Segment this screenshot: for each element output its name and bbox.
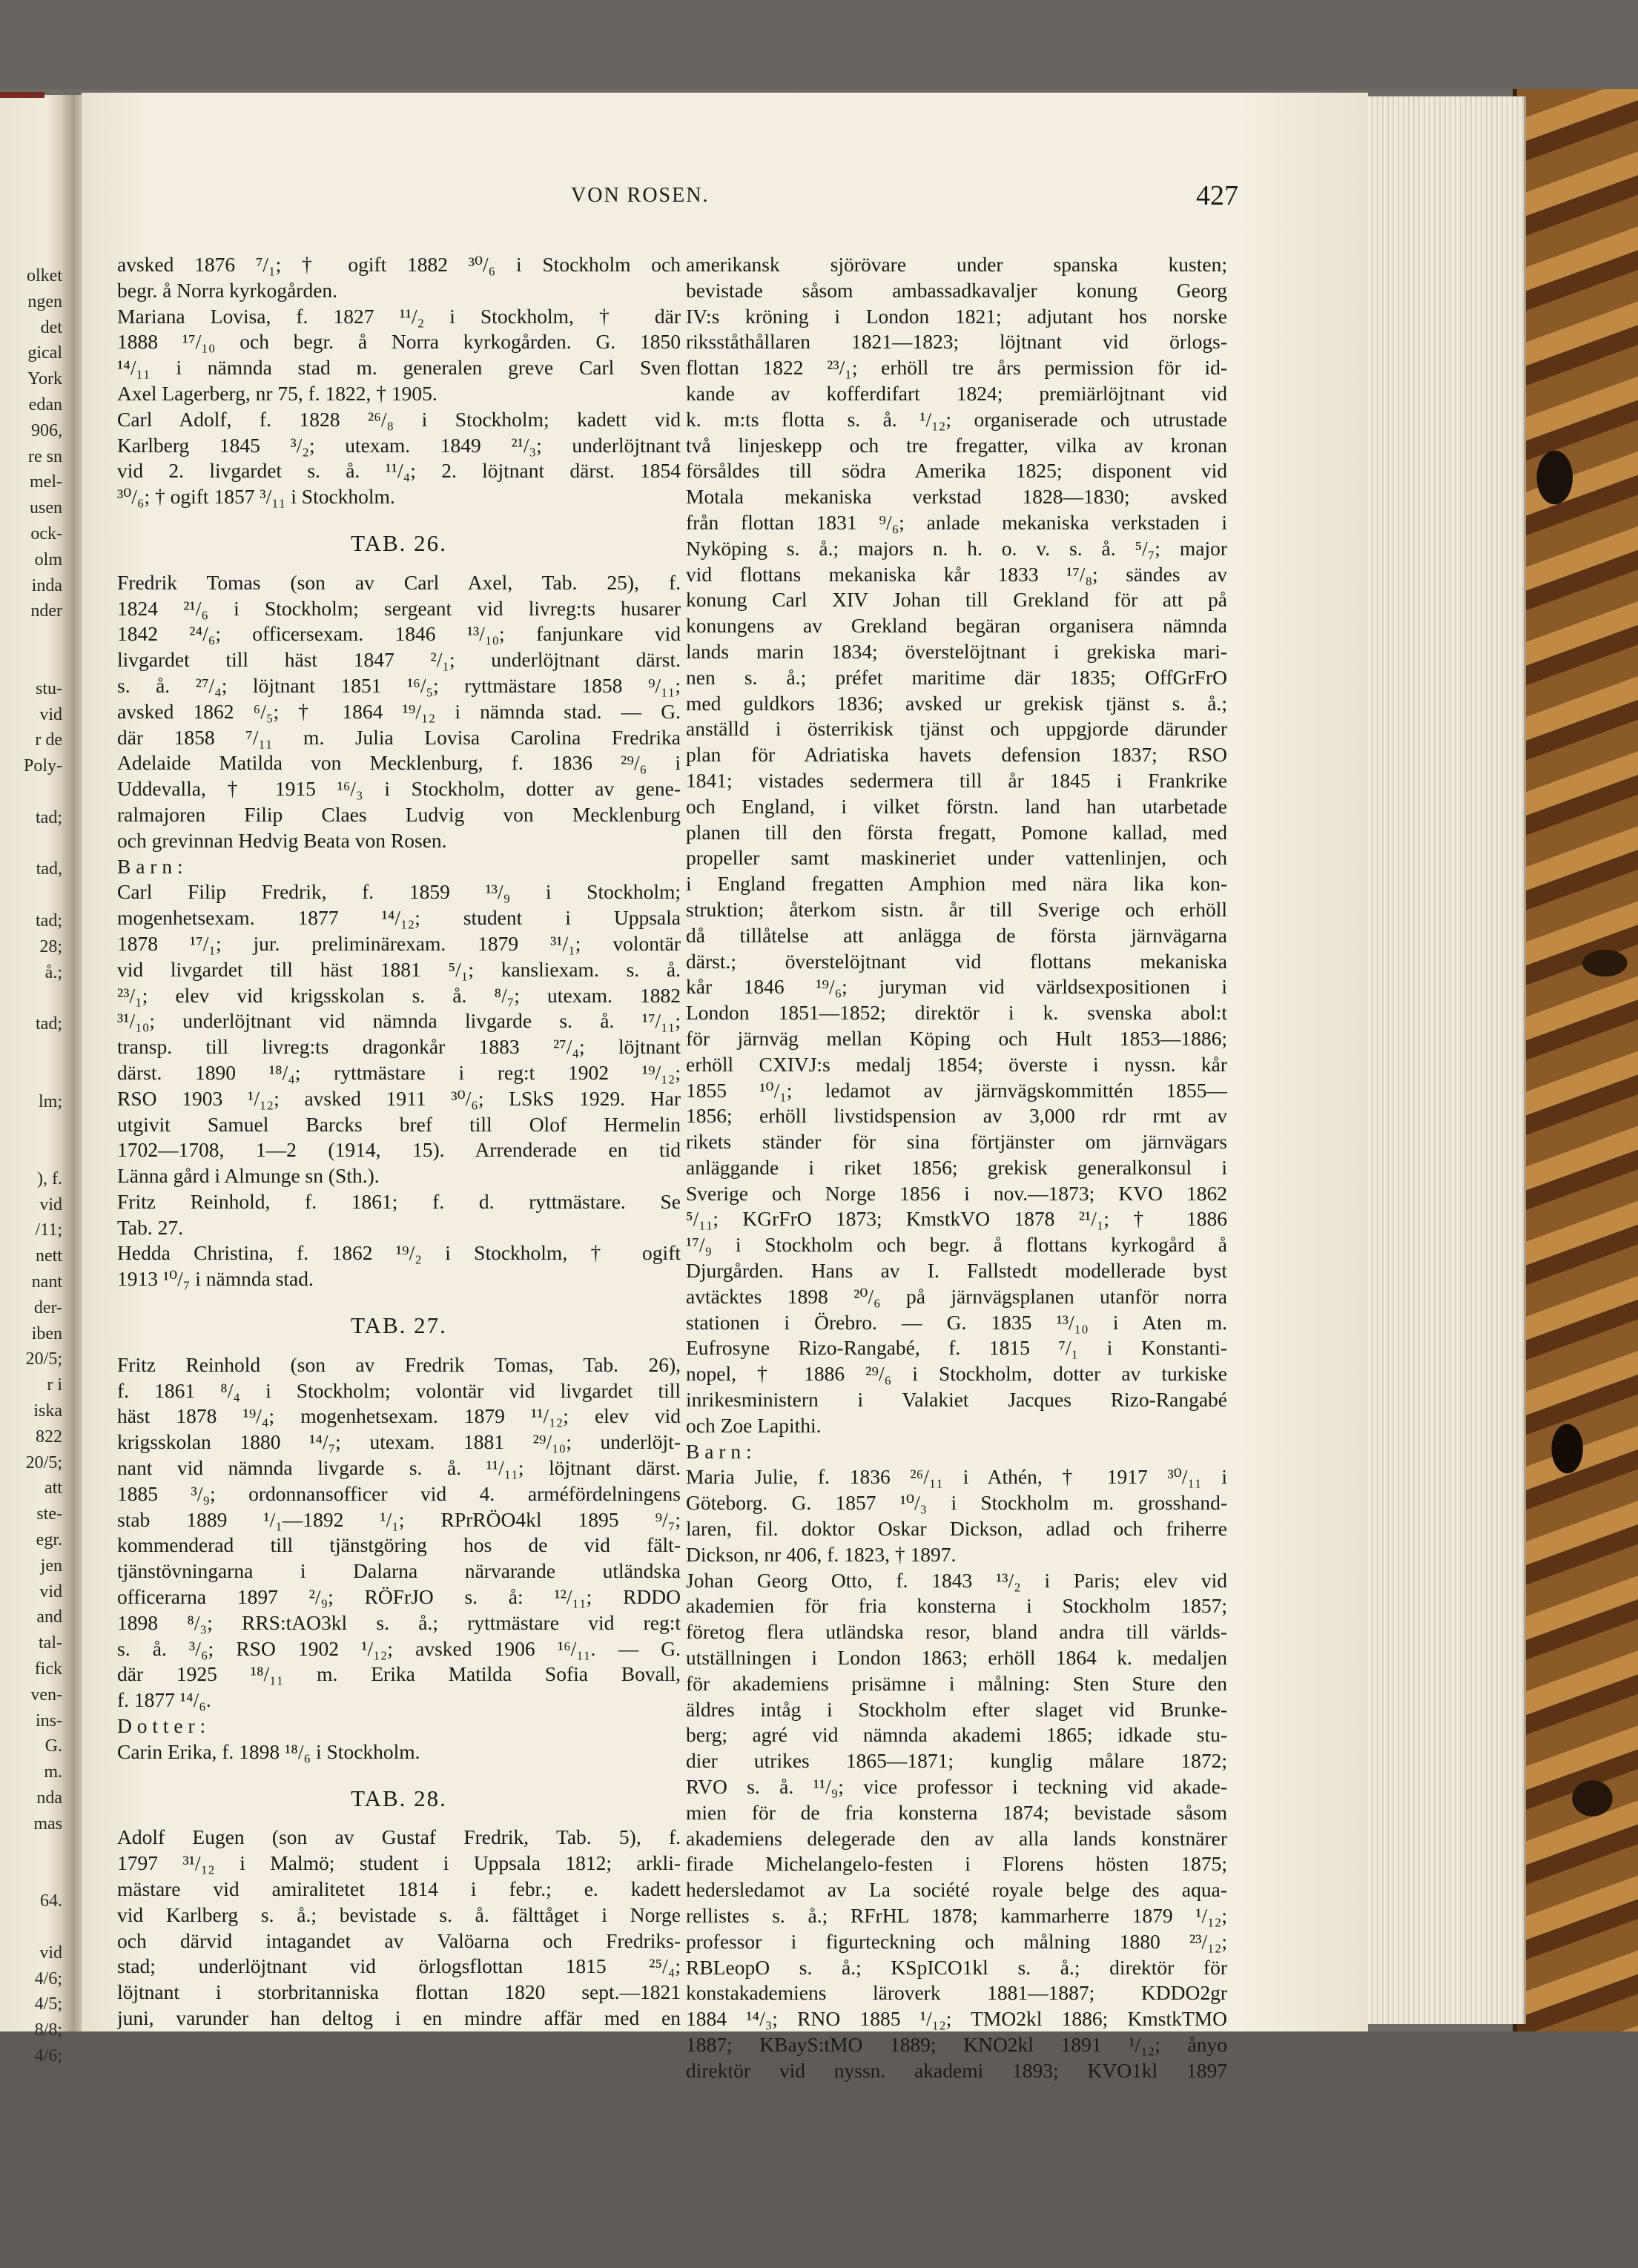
text-line: Fritz Reinhold (son av Fredrik Tomas, Tab. 26), bbox=[117, 1352, 681, 1376]
left-page-fragment bbox=[0, 1140, 62, 1166]
left-page-fragment: vid bbox=[39, 704, 62, 724]
left-page-fragment: /11; bbox=[35, 1220, 62, 1240]
text-line: inrikesministern i Valakiet Jacques Rizo-Rangabé bbox=[686, 1388, 1227, 1412]
table-heading: TAB. 27. bbox=[351, 1312, 447, 1339]
text-line: k. m:ts flotta s. å. ¹/₁₂; organiserade och utrustade bbox=[686, 407, 1227, 431]
text-line: dier utrikes 1865—1871; kunglig målare 1872; bbox=[686, 1749, 1227, 1773]
left-page-fragment: vid bbox=[39, 1194, 62, 1214]
left-page-fragment: 28; bbox=[39, 936, 62, 956]
left-page-fragment: lm; bbox=[38, 1091, 62, 1111]
text-line: och Zoe Lapithi. bbox=[686, 1413, 822, 1437]
left-page-fragment: 822 bbox=[36, 1426, 62, 1447]
text-line: rellistes s. å.; RFrHL 1878; kammarherre 1879 ¹/₁₂; bbox=[686, 1904, 1227, 1927]
left-page-fragment: jen bbox=[40, 1555, 62, 1576]
text-line: Adolf Eugen (son av Gustaf Fredrik, Tab. 5), f. bbox=[117, 1825, 681, 1849]
left-page-fragment: ste- bbox=[36, 1504, 62, 1524]
text-line: lands marin 1834; överstelöjtnant i grekiska mari- bbox=[686, 639, 1227, 663]
left-page-fragment: r de bbox=[35, 730, 62, 750]
left-page-fragment: olm bbox=[34, 549, 62, 569]
table-heading: TAB. 28. bbox=[351, 1785, 447, 1811]
text-line: ¹⁷/₉ i Stockholm och begr. å flottans kyrkogård å bbox=[686, 1233, 1227, 1257]
running-head: VON ROSEN. bbox=[571, 184, 710, 207]
text-line: s. å. ³/₆; RSO 1902 ¹/₁₂; avsked 1906 ¹⁶/₁₁. — G. bbox=[117, 1636, 681, 1660]
text-line: 1856; erhöll livstidspension av 3,000 rdr rmt av bbox=[686, 1104, 1227, 1128]
text-line: RVO s. å. ¹¹/₉; vice professor i teckning vid akade- bbox=[686, 1775, 1227, 1799]
left-page-fragment: Poly- bbox=[23, 756, 62, 776]
text-line: kande av kofferdifart 1824; premiärlöjtnant vid bbox=[686, 381, 1227, 405]
text-line: anställd i österrikisk tjänst och uppgjorde därunder bbox=[686, 717, 1227, 741]
left-page-fragment: tad; bbox=[36, 807, 62, 827]
left-page-fragment: att bbox=[44, 1478, 62, 1498]
left-page-fragment: nda bbox=[36, 1788, 62, 1808]
left-page-fragment bbox=[0, 831, 62, 857]
left-page-fragment: tad; bbox=[36, 910, 62, 930]
text-line: amerikansk sjörövare under spanska kusten; bbox=[686, 253, 1227, 276]
left-page-fragment: ngen bbox=[27, 291, 62, 311]
text-line: avsked 1862 ⁶/₅; † 1864 ¹⁹/₁₂ i nämnda stad. — G. bbox=[117, 699, 681, 723]
left-page-fragment: det bbox=[40, 317, 62, 337]
left-page-fragment: York bbox=[27, 369, 62, 389]
text-line: och grevinnan Hedvig Beata von Rosen. bbox=[117, 828, 447, 852]
left-page-fragment: å.; bbox=[44, 962, 62, 982]
text-line: flottan 1822 ²³/₁; erhöll tre års permission för id- bbox=[686, 356, 1227, 380]
text-line: häst 1878 ¹⁹/₄; mogenhetsexam. 1879 ¹¹/₁₂; elev vid bbox=[117, 1404, 681, 1428]
left-page-text-fragments bbox=[0, 263, 62, 2069]
text-line: riksståthållaren 1821—1823; löjtnant vid örlogs- bbox=[686, 330, 1227, 354]
text-line: försåldes till södra Amerika 1825; disponent vid bbox=[686, 459, 1227, 483]
left-page-fragment: nett bbox=[36, 1246, 62, 1266]
left-page-fragment: egr. bbox=[36, 1530, 62, 1550]
text-line: konungens av Grekland begäran organisera nämnda bbox=[686, 614, 1227, 638]
text-line: stationen i Örebro. — G. 1835 ¹³/₁₀ i Aten m. bbox=[686, 1310, 1227, 1334]
text-line: löjtnant i storbritanniska flottan 1820 sept.—1821 bbox=[117, 1980, 681, 2004]
text-line: Dickson, nr 406, f. 1823, † 1897. bbox=[686, 1542, 957, 1566]
text-line: RSO 1903 ¹/₁₂; avsked 1911 ³⁰/₆; LSkS 1929. Har bbox=[117, 1086, 681, 1110]
left-page-fragment: G. bbox=[44, 1736, 62, 1756]
text-line: planen till den första fregatt, Pomone kallad, med bbox=[686, 820, 1227, 844]
left-page-fragment: m. bbox=[44, 1762, 62, 1782]
text-line: IV:s kröning i London 1821; adjutant hos norske bbox=[686, 304, 1227, 328]
left-page-fragment bbox=[0, 1114, 62, 1140]
left-page-fragment: iben bbox=[31, 1323, 62, 1343]
text-line: officerarna 1897 ²/₉; RÖFrJO s. å: ¹²/₁₁; RDDO bbox=[117, 1585, 681, 1609]
left-page-fragment: r i bbox=[47, 1375, 62, 1395]
text-line: konstakademiens läroverk 1881—1887; KDDO2gr bbox=[686, 1981, 1227, 2005]
text-line: anläggande i riket 1856; grekisk generalkonsul i bbox=[686, 1155, 1227, 1179]
left-page-fragment bbox=[0, 1063, 62, 1089]
text-line: Fritz Reinhold, f. 1861; f. d. ryttmästare. Se bbox=[117, 1189, 681, 1213]
text-line: B a r n : bbox=[686, 1439, 752, 1463]
text-line: Länna gård i Almunge sn (Sth.). bbox=[117, 1164, 380, 1188]
left-page-fragment: iska bbox=[33, 1401, 62, 1421]
left-page-fragment: vid bbox=[39, 1943, 62, 1963]
text-line: hedersledamot av La société royale belge des aqua- bbox=[686, 1878, 1227, 1902]
text-line: ³⁰/₆; † ogift 1857 ³/₁₁ i Stockholm. bbox=[117, 485, 395, 509]
text-line: professor i figurteckning och målning 1880 ²³/₁₂; bbox=[686, 1929, 1227, 1953]
left-page-fragment bbox=[0, 985, 62, 1011]
text-line: s. å. ²⁷/₄; löjtnant 1851 ¹⁶/₅; ryttmästare 1858 ⁹/₁₁; bbox=[117, 673, 681, 697]
text-line: med guldkors 1836; avsked ur grekisk tjänst s. å.; bbox=[686, 691, 1227, 715]
text-line: tjänstövningarna i Dalarna närvarande utländska bbox=[117, 1559, 681, 1583]
left-page-fragment: edan bbox=[28, 394, 62, 414]
left-page-fragment: mas bbox=[33, 1814, 62, 1834]
page-edges bbox=[1364, 96, 1526, 2024]
text-line: Carl Filip Fredrik, f. 1859 ¹³/₉ i Stockholm; bbox=[117, 880, 681, 904]
text-line: konung Carl XIV Johan till Grekland för att på bbox=[686, 588, 1227, 612]
text-line: vid 2. livgardet s. å. ¹¹/₄; 2. löjtnant därst. 1854 bbox=[117, 459, 681, 483]
text-line: vid flottans mekaniska kår 1833 ¹⁷/₈; sändes av bbox=[686, 562, 1227, 586]
text-line: akademien för fria konsterna i Stockholm 1857; bbox=[686, 1594, 1227, 1618]
text-column-right bbox=[686, 252, 1227, 2084]
left-page-fragment: inda bbox=[31, 575, 62, 595]
left-page-fragment: nant bbox=[31, 1272, 62, 1292]
page-header bbox=[96, 180, 1238, 214]
text-line: ⁵/₁₁; KGrFrO 1873; KmstkVO 1878 ²¹/₁; † 1886 bbox=[686, 1207, 1227, 1231]
text-line: från flottan 1831 ⁹/₆; anlade mekaniska verkstaden i bbox=[686, 510, 1227, 534]
text-line: Göteborg. G. 1857 ¹⁰/₃ i Stockholm m. grosshand- bbox=[686, 1491, 1227, 1515]
text-line: stad; underlöjtnant vid örlogsflottan 1815 ²⁵/₄; bbox=[117, 1954, 681, 1978]
text-line: Johan Georg Otto, f. 1843 ¹³/₂ i Paris; elev vid bbox=[686, 1568, 1227, 1592]
left-page-fragment: ins- bbox=[36, 1710, 62, 1730]
left-page-fragment bbox=[0, 650, 62, 676]
text-line: berg; agré vid nämnda akademi 1865; idkade stu- bbox=[686, 1723, 1227, 1747]
left-page-fragment: 4/6; bbox=[34, 2046, 62, 2066]
text-line: B a r n : bbox=[117, 854, 183, 878]
red-ribbon-mark bbox=[0, 92, 44, 98]
text-line: 1842 ²⁴/₆; officersexam. 1846 ¹³/₁₀; fanjunkare vid bbox=[117, 622, 681, 646]
left-page-fragment: mel- bbox=[30, 472, 62, 492]
left-page-fragment bbox=[0, 1862, 62, 1888]
text-line: 1887; KBayS:tMO 1889; KNO2kl 1891 ¹/₁₂; ånyo bbox=[686, 2032, 1227, 2056]
left-page-fragment: and bbox=[36, 1607, 62, 1627]
left-page-fragment bbox=[0, 1837, 62, 1863]
text-line: f. 1877 ¹⁴/₆. bbox=[117, 1688, 211, 1712]
text-line: London 1851—1852; direktör i k. svenska abol:t bbox=[686, 1001, 1227, 1025]
text-line: 1888 ¹⁷/₁₀ och begr. å Norra kyrkogården. G. 1850 bbox=[117, 330, 681, 354]
left-page-fragment: tal- bbox=[39, 1633, 62, 1653]
text-line: och England, i vilket förstn. land han utarbetade bbox=[686, 794, 1227, 818]
text-line: Fredrik Tomas (son av Carl Axel, Tab. 25), f. bbox=[117, 570, 681, 594]
table-heading: TAB. 26. bbox=[351, 529, 447, 556]
text-line: direktör vid nyssn. akademi 1893; KVO1kl 1897 bbox=[686, 2058, 1227, 2082]
text-line: avtäcktes 1898 ²⁰/₆ på järnvägsplanen utanför norra bbox=[686, 1284, 1227, 1308]
text-line: kommenderad till tjänstgöring hos de vid fält- bbox=[117, 1533, 681, 1557]
text-line: Carin Erika, f. 1898 ¹⁸/₆ i Stockholm. bbox=[117, 1739, 420, 1763]
text-line: för järnväg mellan Köping och Hult 1853—1886; bbox=[686, 1026, 1227, 1050]
text-line: därst. 1890 ¹⁸/₄; ryttmästare i reg:t 1902 ¹⁹/₁₂; bbox=[117, 1060, 681, 1084]
text-line: bevistade såsom ambassadkavaljer konung Georg bbox=[686, 278, 1227, 302]
left-page-fragment: 64. bbox=[40, 1891, 62, 1911]
text-line: akademiens delegerade den av alla lands konstnärer bbox=[686, 1826, 1227, 1850]
text-line: Nyköping s. å.; majors n. h. o. v. s. å. ⁵/₇; major bbox=[686, 536, 1227, 560]
left-page-fragment: vid bbox=[39, 1581, 62, 1601]
text-line: Carl Adolf, f. 1828 ²⁶/₈ i Stockholm; kadett vid bbox=[117, 407, 681, 431]
text-line: transp. till livreg:ts dragonkår 1883 ²⁷/₄; löjtnant bbox=[117, 1035, 681, 1059]
text-line: Axel Lagerberg, nr 75, f. 1822, † 1905. bbox=[117, 381, 437, 405]
left-page-fragment: 20/5; bbox=[25, 1452, 62, 1472]
text-line: ralmajoren Filip Claes Ludvig von Mecklenburg bbox=[117, 802, 681, 826]
text-line: där 1925 ¹⁸/₁₁ m. Erika Matilda Sofia Bovall, bbox=[117, 1662, 681, 1686]
text-line: Maria Julie, f. 1836 ²⁶/₁₁ i Athén, † 1917 ³⁰/₁₁ i bbox=[686, 1465, 1227, 1489]
left-page-fragment: 4/6; bbox=[34, 1968, 62, 1988]
text-line: erhöll CXIVJ:s medalj 1854; överste i nyssn. kår bbox=[686, 1052, 1227, 1076]
text-line: Djurgården. Hans av I. Fallstedt modellerade byst bbox=[686, 1259, 1227, 1283]
text-line: därst.; överstelöjtnant vid flottans mekaniska bbox=[686, 949, 1227, 973]
text-line: vid livgardet till häst 1881 ⁵/₁; kansliexam. s. å. bbox=[117, 957, 681, 981]
left-page-fragment: ), f. bbox=[37, 1168, 62, 1188]
text-line: 1898 ⁸/₃; RRS:tAO3kl s. å.; ryttmästare vid reg:t bbox=[117, 1610, 681, 1634]
text-line: då tillåtelse att anlägga de första järnvägarna bbox=[686, 923, 1227, 947]
text-line: 1885 ³/₉; ordonnansofficer vid 4. arméfördelningens bbox=[117, 1481, 681, 1505]
text-line: 1913 ¹⁰/₇ i nämnda stad. bbox=[117, 1267, 314, 1291]
text-line: företog flera utländska resor, bland andra till världs- bbox=[686, 1620, 1227, 1644]
text-line: 1884 ¹⁴/₃; RNO 1885 ¹/₁₂; TMO2kl 1886; KmstkTMO bbox=[686, 2007, 1227, 2031]
text-line: Hedda Christina, f. 1862 ¹⁹/₂ i Stockholm, † ogift bbox=[117, 1241, 681, 1265]
text-line: mien för de fria konsterna 1874; bevistade såsom bbox=[686, 1800, 1227, 1824]
text-line: D o t t e r : bbox=[117, 1714, 206, 1738]
text-line: 1878 ¹⁷/₁; jur. preliminärexam. 1879 ³¹/₁; volontär bbox=[117, 931, 681, 955]
text-line: Motala mekaniska verkstad 1828—1830; avsked bbox=[686, 485, 1227, 509]
left-page-fragment: 20/5; bbox=[25, 1349, 62, 1369]
text-line: juni, varunder han deltog i en mindre affär med en bbox=[117, 2006, 681, 2029]
left-page-fragment: gical bbox=[27, 343, 62, 363]
text-line: nant vid nämnda livgarde s. å. ¹¹/₁₁; löjtnant därst. bbox=[117, 1456, 681, 1480]
left-page-fragment: 4/5; bbox=[34, 1994, 62, 2014]
left-page-fragment: ock- bbox=[30, 523, 62, 543]
text-line: ²³/₁; elev vid krigsskolan s. å. ⁸/₇; utexam. 1882 bbox=[117, 983, 681, 1007]
left-page-fragment: 906, bbox=[31, 420, 62, 440]
text-line: f. 1861 ⁸/₄ i Stockholm; volontär vid livgardet till bbox=[117, 1378, 681, 1402]
text-line: vid Karlberg s. å.; bevistade s. å. fälttåget i Norge bbox=[117, 1902, 681, 1926]
left-page-fragment: re sn bbox=[28, 446, 62, 466]
text-line: avsked 1876 ⁷/₁; † ogift 1882 ³⁰/₆ i Stockholm och bbox=[117, 253, 681, 276]
text-line: Sverige och Norge 1856 i nov.—1873; KVO 1862 bbox=[686, 1181, 1227, 1205]
text-line: 1702—1708, 1—2 (1914, 15). Arrenderade en tid bbox=[117, 1138, 681, 1162]
text-line: ¹⁴/₁₁ i nämnda stad m. generalen greve Carl Sven bbox=[117, 356, 681, 380]
text-line: äldres intåg i Stockholm efter slaget vid Brunke- bbox=[686, 1697, 1227, 1721]
text-line: utgivit Samuel Barcks bref till Olof Hermelin bbox=[117, 1112, 681, 1136]
text-line: firade Michelangelo-festen i Florens hösten 1875; bbox=[686, 1852, 1227, 1876]
left-page-fragment: der- bbox=[33, 1297, 62, 1318]
text-line: krigsskolan 1880 ¹⁴/₇; utexam. 1881 ²⁹/₁₀; underlöjt- bbox=[117, 1430, 681, 1454]
text-line: för akademiens prisämne i målning: Sten Sture den bbox=[686, 1671, 1227, 1695]
book-cover-marbled bbox=[1513, 89, 1638, 2031]
text-line: 1824 ²¹/₆ i Stockholm; sergeant vid livreg:ts husarer bbox=[117, 596, 681, 620]
text-line: struktion; återkom sistn. år till Sverige och erhöll bbox=[686, 897, 1227, 921]
text-column-left bbox=[117, 252, 681, 2031]
left-page-fragment bbox=[0, 1037, 62, 1063]
text-line: 1855 ¹⁰/₁; ledamot av järnvägskommittén 1855— bbox=[686, 1078, 1227, 1102]
text-line: i England fregatten Amphion med nära lika kon- bbox=[686, 872, 1227, 896]
text-line: Mariana Lovisa, f. 1827 ¹¹/₂ i Stockholm, † där bbox=[117, 304, 681, 328]
text-line: Eufrosyne Rizo-Rangabé, f. 1815 ⁷/₁ i Konstanti- bbox=[686, 1336, 1227, 1360]
text-line: mogenhetsexam. 1877 ¹⁴/₁₂; student i Uppsala bbox=[117, 906, 681, 930]
text-line: mästare vid amiralitetet 1814 i febr.; e. kadett bbox=[117, 1877, 681, 1901]
left-page-fragment: tad, bbox=[36, 859, 62, 879]
text-line: begr. å Norra kyrkogården. bbox=[117, 278, 338, 302]
text-line: plan för Adriatiska havets defension 1837; RSO bbox=[686, 743, 1227, 767]
left-page-fragment: olket bbox=[27, 266, 62, 285]
text-line: stab 1889 ¹/₁—1892 ¹/₁; RPrRÖO4kl 1895 ⁹/₇; bbox=[117, 1507, 681, 1531]
text-line: Adelaide Matilda von Mecklenburg, f. 1836 ²⁹/₆ i bbox=[117, 751, 681, 775]
text-line: livgardet till häst 1847 ²/₁; underlöjtnant därst. bbox=[117, 648, 681, 672]
text-line: 1841; vistades sedermera till år 1845 i Frankrike bbox=[686, 768, 1227, 792]
text-line: och därvid intagandet av Valöarna och Fredriks- bbox=[117, 1928, 681, 1952]
text-line: Tab. 27. bbox=[117, 1215, 183, 1239]
text-line: nen s. å.; préfet maritime där 1835; OffGrFrO bbox=[686, 665, 1227, 689]
page-number: 427 bbox=[1196, 180, 1238, 211]
text-line: ³¹/₁₀; underlöjtnant vid nämnda livgarde s. å. ¹⁷/₁₁; bbox=[117, 1009, 681, 1033]
text-line: laren, fil. doktor Oskar Dickson, adlad och friherre bbox=[686, 1517, 1227, 1541]
text-line: rikets ständer för sina förtjänster om järnvägars bbox=[686, 1130, 1227, 1154]
text-line: propeller samt maskineriet under vattenlinjen, och bbox=[686, 846, 1227, 870]
left-page-fragment: tad; bbox=[36, 1014, 62, 1034]
text-line: utställningen i London 1863; erhöll 1864 k. medaljen bbox=[686, 1646, 1227, 1670]
text-line: kår 1846 ¹⁹/₆; juryman vid världsexpositionen i bbox=[686, 975, 1227, 999]
left-page-fragment bbox=[0, 779, 62, 805]
left-page-fragment: stu- bbox=[36, 678, 62, 698]
text-line: nopel, † 1886 ²⁹/₆ i Stockholm, dotter av turkiske bbox=[686, 1362, 1227, 1386]
book-cover-top bbox=[0, 0, 1638, 89]
left-page-fragment: ven- bbox=[30, 1685, 62, 1705]
left-page-fragment: fick bbox=[34, 1659, 62, 1679]
left-page-fragment: nder bbox=[30, 601, 62, 621]
left-page-fragment bbox=[0, 624, 62, 650]
left-page-fragment: 8/8; bbox=[34, 2020, 62, 2040]
left-page-fragment: usen bbox=[30, 498, 62, 518]
text-line: två linjeskepp och tre fregatter, vilka av kronan bbox=[686, 433, 1227, 457]
text-line: där 1858 ⁷/₁₁ m. Julia Lovisa Carolina Fredrika bbox=[117, 725, 681, 749]
text-line: Uddevalla, † 1915 ¹⁶/₃ i Stockholm, dotter av gene- bbox=[117, 777, 681, 801]
text-line: RBLeopO s. å.; KSpICO1kl s. å.; direktör för bbox=[686, 1955, 1227, 1979]
text-line: 1797 ³¹/₁₂ i Malmö; student i Uppsala 1812; arkli- bbox=[117, 1851, 681, 1875]
text-line: Karlberg 1845 ³/₂; utexam. 1849 ²¹/₃; underlöjtnant bbox=[117, 433, 681, 457]
left-page-fragment bbox=[0, 882, 62, 908]
left-page-fragment bbox=[0, 1914, 62, 1940]
